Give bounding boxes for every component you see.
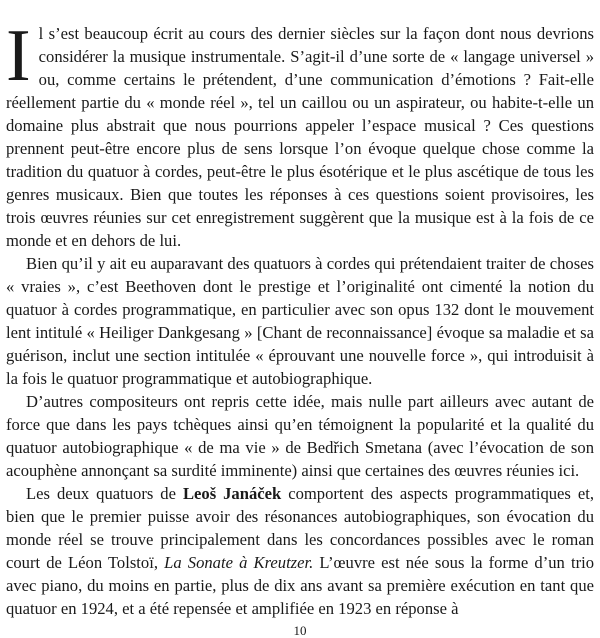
paragraph-janacek-text-before: Les deux quatuors de — [26, 484, 183, 503]
paragraph-janacek-text-middle: comportent des aspects programmatiques et, bien que le premier puisse avoir des résonances autobiographiques, son évocation du monde réel se trouve principalement dans les concordances possibles avec le roman court de Léon Tolstoï, — [6, 484, 594, 572]
paragraph-janacek — [6, 482, 594, 620]
document-page — [6, 15, 595, 620]
paragraph-beethoven-text: Bien qu’il y ait eu auparavant des quatuors à cordes qui prétendaient traiter de choses « vraies », c’est Beethoven dont le prestige et l’originalité ont cimenté la notion du quatuor à cordes programmatique, en particulier avec son opus 132 dont le mouvement lent intitulé « Heiliger Dankgesang » [Chant de reconnaissance] évoque sa maladie et sa guérison, inclut une section intitulée « éprouvant une nouvelle force », qui introduisit à la fois le quatuor programmatique et autobiographique. — [6, 254, 594, 388]
novel-title: La Sonate à Kreutzer. — [164, 553, 314, 572]
paragraph-intro-text: l s’est beaucoup écrit au cours des dernier siècles sur la façon dont nous devrions considérer la musique instrumentale. S’agit-il d’une sorte de « langage universel » ou, comme certains le prétendent, d’une communication d’émotions ? Fait-elle réellement partie du « monde réel », tel un caillou ou un aspirateur, ou habite-t-elle un domaine plus abstrait que nous pourrions appeler l’espace musical ? Ces questions prennent peut-être encore plus de sens lorsque l’on évoque quelque chose comme la tradition du quatuor à cordes, peut-être le plus ésotérique et le plus ascétique de tous les genres musicaux. Bien que toutes les réponses à ces questions soient provisoires, les trois œuvres réunies sur cet enregistrement suggèrent que la musique est à la fois de ce monde et en dehors de lui. — [6, 24, 594, 250]
drop-cap-letter: I — [6, 15, 31, 97]
paragraph-czech-composers-text: D’autres compositeurs ont repris cette idée, mais nulle part ailleurs avec autant de force que dans les pays tchèques ainsi qu’en témoignent la popularité et la qualité du quatuor autobiographique « de ma vie » de Bedřich Smetana (avec l’évocation de son acouphène annonçant sa surdité imminente) ainsi que certaines des œuvres réunies ici. — [6, 392, 594, 480]
paragraph-intro — [6, 15, 594, 252]
paragraph-beethoven — [6, 252, 594, 390]
page-number: 10 — [293, 623, 307, 638]
composer-name: Leoš Janáček — [182, 484, 282, 503]
paragraph-czech-composers — [6, 390, 594, 482]
paragraph-janacek-text-after: L’œuvre est née sous la forme d’un trio avec piano, du moins en partie, plus de dix ans avant sa première exécution en tant que quatuor en 1924, et a été repensée et amplifiée en 1923 en réponse à — [6, 553, 595, 618]
